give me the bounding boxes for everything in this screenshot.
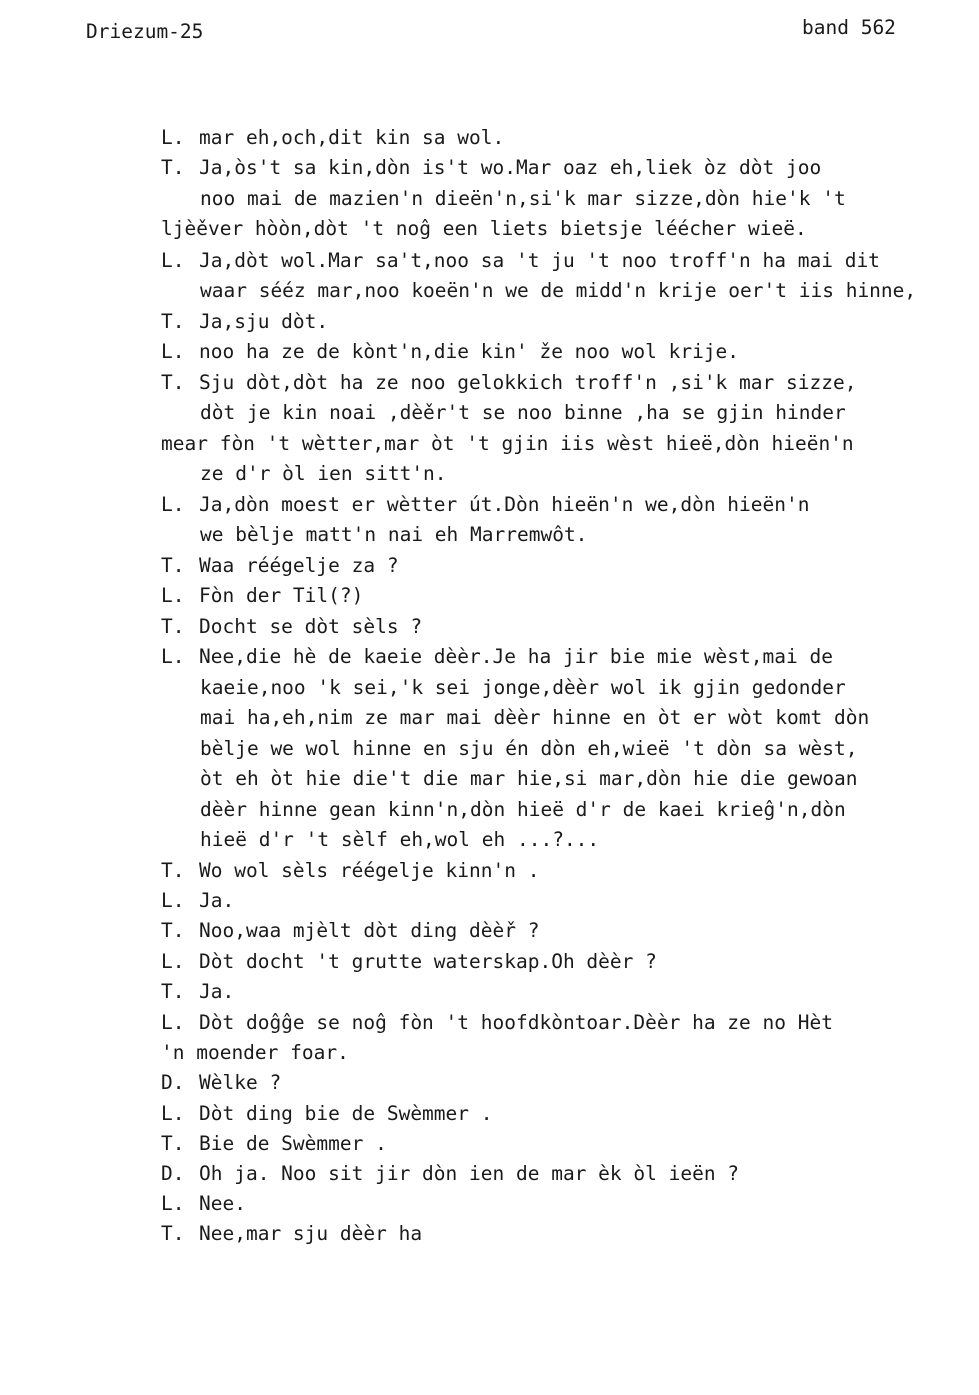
speaker-label: L. bbox=[161, 645, 185, 668]
transcript-line bbox=[161, 1041, 349, 1065]
transcript-line bbox=[200, 828, 599, 852]
line-text: Dòt docht 't grutte waterskap.Oh dèèr ? bbox=[199, 950, 657, 973]
transcript-line bbox=[161, 919, 539, 943]
speaker-label: T. bbox=[161, 980, 185, 1003]
transcript-line bbox=[200, 279, 916, 303]
speaker-label: L. bbox=[161, 1102, 185, 1125]
line-text: Docht se dòt sèls ? bbox=[199, 615, 423, 638]
speaker-label: T. bbox=[161, 1222, 185, 1245]
line-text: Ja,sju dòt. bbox=[199, 310, 329, 333]
transcript-line bbox=[161, 615, 422, 639]
transcript-line bbox=[161, 980, 234, 1004]
speaker-label: T. bbox=[161, 156, 185, 179]
transcript-line bbox=[161, 859, 539, 883]
line-text: Ja. bbox=[199, 980, 235, 1003]
line-text: Dòt doĝĝe se noĝ fòn 't hoofdkòntoar.Dèèr ha ze no Hèt bbox=[199, 1011, 833, 1034]
transcript-line bbox=[161, 1102, 493, 1126]
line-text: Dòt ding bie de Swèmmer . bbox=[199, 1102, 493, 1125]
line-text: òt eh òt hie die't die mar hie,si mar,dòn hie die gewoan bbox=[200, 767, 858, 790]
transcript-line bbox=[161, 126, 504, 150]
transcript-line bbox=[200, 401, 846, 425]
line-text: we bèlje matt'n nai eh Marremwôt. bbox=[200, 523, 588, 546]
line-text: Wèlke ? bbox=[199, 1071, 282, 1094]
line-text: Ja,òs't sa kin,dòn is't wo.Mar oaz eh,liek òz dòt joo bbox=[199, 156, 822, 179]
speaker-label: L. bbox=[161, 1011, 185, 1034]
speaker-label: D. bbox=[161, 1071, 185, 1094]
line-text: mai ha,eh,nim ze mar mai dèèr hinne en òt er wòt komt dòn bbox=[200, 706, 870, 729]
speaker-label: T. bbox=[161, 615, 185, 638]
transcript-line bbox=[161, 584, 363, 608]
transcript-line bbox=[200, 523, 587, 547]
speaker-label: L. bbox=[161, 126, 185, 149]
line-text: kaeie,noo 'k sei,'k sei jonge,dèèr wol ik gjin gedonder bbox=[200, 676, 846, 699]
line-text: Oh ja. Noo sit jir dòn ien de mar èk òl ieën ? bbox=[199, 1162, 740, 1185]
transcript-line bbox=[161, 645, 833, 669]
transcript-line bbox=[161, 1071, 281, 1095]
speaker-label: L. bbox=[161, 889, 185, 912]
transcript-line bbox=[161, 1162, 739, 1186]
line-text: Ja,dòn moest er wètter út.Dòn hieën'n we,dòn hieën'n bbox=[199, 493, 810, 516]
speaker-label: T. bbox=[161, 859, 185, 882]
transcript-line bbox=[161, 1011, 833, 1035]
speaker-label: T. bbox=[161, 371, 185, 394]
speaker-label: T. bbox=[161, 1132, 185, 1155]
speaker-label: L. bbox=[161, 340, 185, 363]
line-text: mar eh,och,dit kin sa wol. bbox=[199, 126, 505, 149]
line-text: Bie de Swèmmer . bbox=[199, 1132, 387, 1155]
transcript-line bbox=[200, 798, 846, 822]
speaker-label: D. bbox=[161, 1162, 185, 1185]
line-text: Nee. bbox=[199, 1192, 246, 1215]
transcript-line bbox=[200, 706, 869, 730]
line-text: hieë d'r 't sèlf eh,wol eh ...?... bbox=[200, 828, 600, 851]
speaker-label: T. bbox=[161, 919, 185, 942]
transcript-line bbox=[161, 1132, 387, 1156]
line-text: dèèr hinne gean kinn'n,dòn hieë d'r de kaei krieĝ'n,dòn bbox=[200, 798, 846, 821]
line-text: Noo,waa mjèlt dòt ding dèèř ? bbox=[199, 919, 540, 942]
line-text: waar sééz mar,noo koeën'n we de midd'n krije oer't iis hinne, bbox=[200, 279, 917, 302]
speaker-label: L. bbox=[161, 950, 185, 973]
transcript-line bbox=[161, 156, 821, 180]
speaker-label: T. bbox=[161, 554, 185, 577]
speaker-label: L. bbox=[161, 249, 185, 272]
line-text: Ja. bbox=[199, 889, 235, 912]
line-text: Wo wol sèls réégelje kinn'n . bbox=[199, 859, 540, 882]
transcript-line bbox=[161, 371, 856, 395]
line-text: dòt je kin noai ,dèěr't se noo binne ,ha se gjin hinder bbox=[200, 401, 846, 424]
transcript-line bbox=[200, 737, 857, 761]
transcript-line bbox=[161, 310, 328, 334]
transcript-line bbox=[161, 950, 657, 974]
line-text: Nee,die hè de kaeie dèèr.Je ha jir bie mie wèst,mai de bbox=[199, 645, 833, 668]
transcript-line bbox=[161, 249, 880, 273]
line-text: Waa réégelje za ? bbox=[199, 554, 399, 577]
transcript-line bbox=[200, 676, 846, 700]
line-text: mear fòn 't wètter,mar òt 't gjin iis wèst hieë,dòn hieën'n bbox=[161, 432, 854, 455]
transcript-line bbox=[161, 217, 807, 241]
line-text: 'n moender foar. bbox=[161, 1041, 349, 1064]
line-text: ze d'r òl ien sitt'n. bbox=[200, 462, 447, 485]
line-text: Nee,mar sju dèèr ha bbox=[199, 1222, 423, 1245]
line-text: bèlje we wol hinne en sju én dòn eh,wieë 't dòn sa wèst, bbox=[200, 737, 858, 760]
speaker-label: T. bbox=[161, 310, 185, 333]
header-right: band 562 bbox=[802, 16, 896, 39]
transcript-line bbox=[161, 554, 399, 578]
line-text: Ja,dòt wol.Mar sa't,noo sa 't ju 't noo troff'n ha mai dit bbox=[199, 249, 880, 272]
transcript-line bbox=[161, 493, 809, 517]
speaker-label: L. bbox=[161, 584, 185, 607]
line-text: noo mai de mazien'n dieën'n,si'k mar sizze,dòn hie'k 't bbox=[200, 187, 846, 210]
transcript-line bbox=[161, 432, 854, 456]
transcript-line bbox=[161, 1222, 422, 1246]
speaker-label: L. bbox=[161, 1192, 185, 1215]
header-left: Driezum-25 bbox=[86, 20, 204, 43]
speaker-label: L. bbox=[161, 493, 185, 516]
line-text: ljèěver hòòn,dòt 't noĝ een liets bietsje léécher wieë. bbox=[161, 217, 807, 240]
transcript-line bbox=[161, 889, 234, 913]
line-text: Sju dòt,dòt ha ze noo gelokkich troff'n ,si'k mar sizze, bbox=[199, 371, 857, 394]
transcript-line bbox=[200, 187, 846, 211]
transcript-line bbox=[161, 1192, 246, 1216]
line-text: noo ha ze de kònt'n,die kin' že noo wol krije. bbox=[199, 340, 740, 363]
line-text: Fòn der Til(?) bbox=[199, 584, 364, 607]
transcript-line bbox=[200, 462, 447, 486]
transcript-line bbox=[161, 340, 739, 364]
transcript-line bbox=[200, 767, 857, 791]
